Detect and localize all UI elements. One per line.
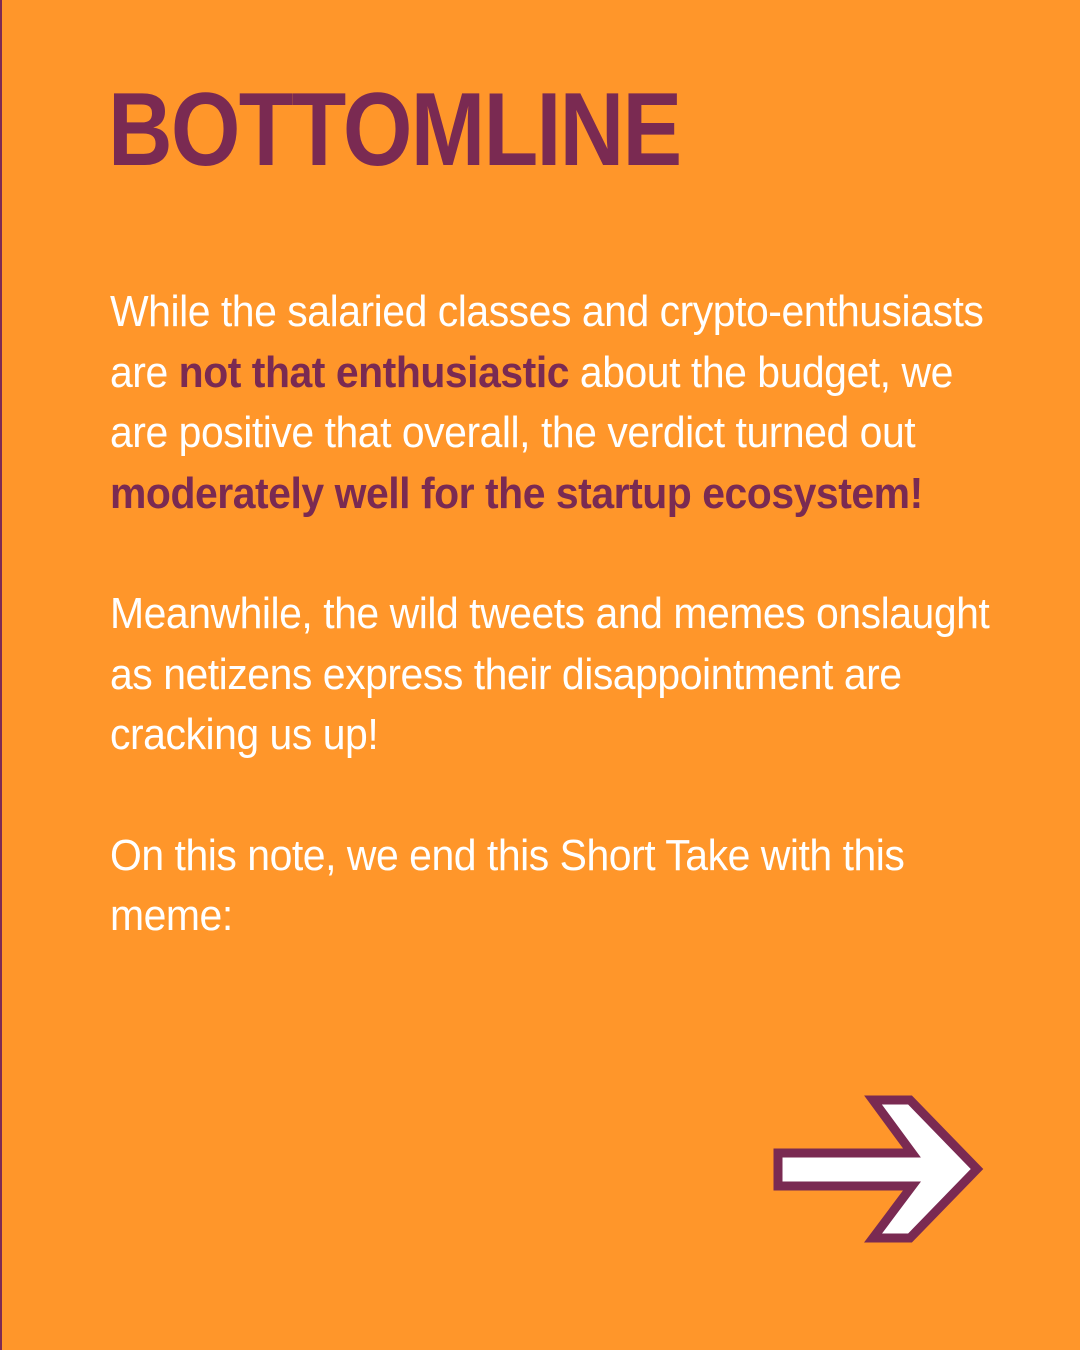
right-arrow-icon[interactable]	[770, 1092, 985, 1247]
paragraph-memes: Meanwhile, the wild tweets and memes onslaught as netizens express their disappointment are cracking us up!	[110, 589, 990, 759]
summary-text-2: about the budget, we are positive that overall, the verdict turned out	[110, 347, 953, 457]
body-text	[110, 282, 1010, 1007]
paragraph-summary	[110, 282, 1012, 524]
page-title: BOTTOMLINE	[108, 72, 681, 188]
highlight-startup-ecosystem: moderately well for the startup ecosystem!	[110, 468, 923, 518]
summary-text-1: While the salaried classes and crypto-enthusiasts are	[110, 287, 984, 397]
highlight-not-enthusiastic: not that enthusiastic	[178, 347, 570, 397]
paragraph-closing: On this note, we end this Short Take with this meme:	[110, 830, 905, 940]
left-edge-divider	[0, 0, 2, 1350]
